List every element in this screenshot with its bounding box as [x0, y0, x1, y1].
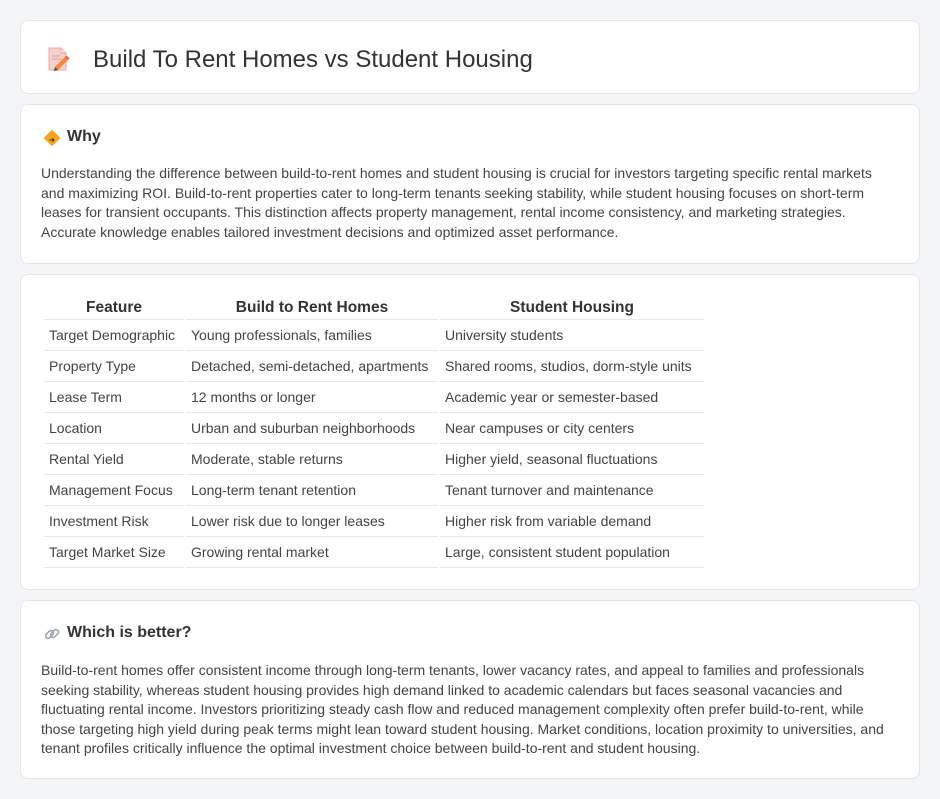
- table-row: [44, 320, 704, 351]
- feature-cell: Management Focus: [44, 475, 184, 506]
- why-heading: Why: [67, 128, 101, 145]
- link-icon: [43, 625, 61, 643]
- table-row: [44, 413, 704, 444]
- table-row: [44, 351, 704, 382]
- feature-cell: Target Demographic: [44, 320, 184, 351]
- student-housing-cell: Higher risk from variable demand: [440, 506, 704, 537]
- table-header-row: [44, 296, 704, 320]
- student-housing-cell: Higher yield, seasonal fluctuations: [440, 444, 704, 475]
- comparison-table: [42, 296, 706, 568]
- which-is-better-text: Build-to-rent homes offer consistent income through long-term tenants, lower vacancy rates, and appeal to families and professionals seeking stability, whereas student housing provides high demand linked to academic calendars but faces seasonal vacancies and fluctuating rental income. Investors prioritizing steady cash flow and reduced management complexity often prefer build-to-rent, while those targeting high yield during peak terms might lean toward student housing. Market conditions, location proximity to universities, and tenant profiles critically influence the optimal investment choice between build-to-rent and student housing.: [41, 662, 884, 756]
- build-to-rent-cell: Long-term tenant retention: [186, 475, 438, 506]
- table-row: [44, 382, 704, 413]
- feature-cell: Lease Term: [44, 382, 184, 413]
- table-row: [44, 537, 704, 568]
- build-to-rent-cell: Young professionals, families: [186, 320, 438, 351]
- build-to-rent-cell: Urban and suburban neighborhoods: [186, 413, 438, 444]
- page-title: Build To Rent Homes vs Student Housing: [93, 46, 533, 73]
- table-row: [44, 444, 704, 475]
- feature-cell: Location: [44, 413, 184, 444]
- column-header-feature: Feature: [44, 296, 184, 320]
- table-row: [44, 506, 704, 537]
- why-text: Understanding the difference between build-to-rent homes and student housing is crucial for investors targeting specific rental markets and maximizing ROI. Build-to-rent properties cater to long-term tenants seeking stability, while student housing focuses on short-term leases for transient occupants. This distinction affects property management, rental income consistency, and marketing strategies. Accurate knowledge enables tailored investment decisions and optimized asset performance.: [41, 165, 872, 240]
- build-to-rent-cell: Lower risk due to longer leases: [186, 506, 438, 537]
- student-housing-cell: Tenant turnover and maintenance: [440, 475, 704, 506]
- student-housing-cell: Near campuses or city centers: [440, 413, 704, 444]
- feature-cell: Property Type: [44, 351, 184, 382]
- document-pencil-icon: [45, 45, 71, 73]
- student-housing-cell: University students: [440, 320, 704, 351]
- build-to-rent-cell: Detached, semi-detached, apartments: [186, 351, 438, 382]
- table-row: [44, 475, 704, 506]
- feature-cell: Investment Risk: [44, 506, 184, 537]
- build-to-rent-cell: Growing rental market: [186, 537, 438, 568]
- column-header-build-to-rent: Build to Rent Homes: [186, 296, 438, 320]
- why-section: [20, 104, 920, 264]
- which-is-better-heading: Which is better?: [67, 624, 192, 641]
- comparison-table-card: [20, 274, 920, 590]
- feature-cell: Target Market Size: [44, 537, 184, 568]
- which-is-better-section: [20, 600, 920, 779]
- build-to-rent-cell: Moderate, stable returns: [186, 444, 438, 475]
- student-housing-cell: Shared rooms, studios, dorm-style units: [440, 351, 704, 382]
- student-housing-cell: Large, consistent student population: [440, 537, 704, 568]
- diamond-sign-icon: [43, 129, 61, 147]
- student-housing-cell: Academic year or semester-based: [440, 382, 704, 413]
- build-to-rent-cell: 12 months or longer: [186, 382, 438, 413]
- column-header-student-housing: Student Housing: [440, 296, 704, 320]
- feature-cell: Rental Yield: [44, 444, 184, 475]
- title-card: [20, 20, 920, 94]
